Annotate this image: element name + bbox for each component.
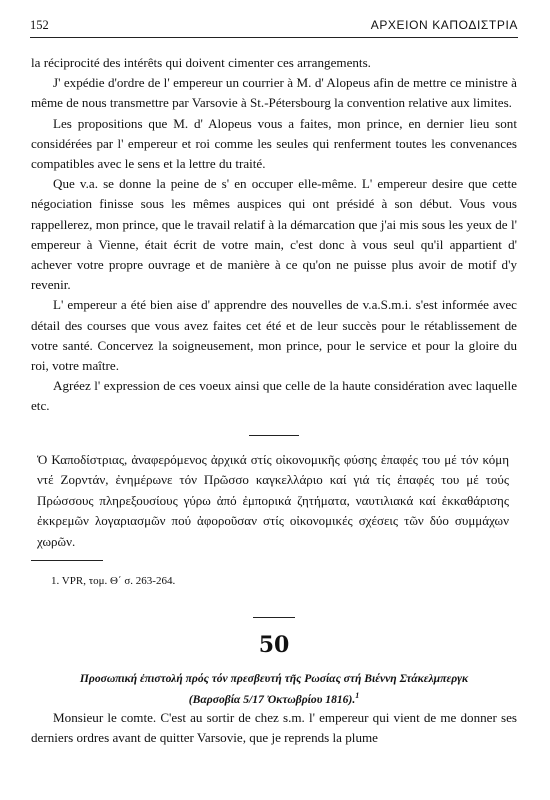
greek-summary	[37, 450, 509, 553]
paragraph: Que v.a. se donne la peine de s' en occuper elle-même. L' empereur desire que cette négociation finisse sous les mêmes auspices qui ont présidé à son début. Vous vous rappellerez, mon prince, que le travail relatif à la démarcation que j'ai mis sous les yeux de l' empereur à Vienne, était écrit de votre main, c'est donc à vous seul qu'il appartient d' achever votre propre ouvrage et de manière à ce qu'on ne puisse plus avoir de motif d'y revenir.	[31, 176, 517, 293]
page-number: 152	[30, 18, 49, 32]
running-title: ΑΡΧΕΙΟΝ ΚΑΠΟΔΙΣΤΡΙΑ	[370, 18, 518, 32]
footnote-mark: 1	[355, 691, 360, 701]
heading-line-1: Προσωπική ἐπιστολή πρός τόν πρεσβευτή τῆς Ρωσίας στή Βιέννη Στάκελμπεργκ	[79, 672, 469, 686]
document-divider	[253, 617, 295, 618]
header-rule	[30, 37, 518, 38]
paragraph: L' empereur a été bien aise d' apprendre des nouvelles de v.a.S.m.i. s'est informée avec détail des courses que vous avez faites cet été et de leur succès pour le rétablissement de votre santé. Concervez la soigneusement, mon prince, pour le service et pour la gloire du roi, votre maître.	[31, 297, 517, 374]
paragraph: Agréez l' expression de ces voeux ainsi que celle de la haute considération avec laquelle etc.	[31, 378, 517, 414]
paragraph: Les propositions que M. d' Alopeus vous a faites, mon prince, en dernier lieu sont considérées par l' empereur et roi comme les seules qui renferment toutes les convenances compatibles avec le sens et la lettre du traité.	[31, 115, 517, 172]
footnote: 1. VPR, τομ. Θ΄ σ. 263-264.	[51, 575, 176, 588]
main-text	[31, 53, 517, 748]
paragraph: la réciprocité des intérêts qui doivent cimenter ces arrangements.	[31, 55, 371, 70]
document-number: 50	[258, 632, 290, 659]
page-header	[30, 18, 518, 33]
greek-summary-text: Ὁ Καποδίστριας, ἀναφερόμενος ἀρχικά στίς οἰκονομικῆς φύσης ἐπαφές του μέ τόν κόμη ντέ Ζορντάν, ἐνημέρωνε τόν Πρῶσσο καγκελλάριο καί γιά τίς ἐπαφές του μέ τούς Πρώσσους πληρεξουσίους γύρω ἀπό ἐμπορικά ζητήματα, ναυτιλιακά καί ἐκκαθάρισης ἐκκρεμῶν λογαριασμῶν πού ἀφοροῦσαν στίς οἰκονομικές σχέσεις τῶν δύο συμμάχων χωρῶν.	[37, 451, 509, 549]
section-divider	[249, 435, 299, 436]
letter-opening: Monsieur le comte. C'est au sortir de chez s.m. l' empereur qui vient de me donner ses derniers ordres avant de quitter Varsovie, que je reprends la plume	[31, 710, 517, 746]
paragraph: J' expédie d'ordre de l' empereur un courrier à M. d' Alopeus afin de mettre ce ministre à même de nous transmettre par Varsovie à St.-Pétersbourg la convention relative aux limites.	[31, 75, 517, 111]
footnote-divider	[31, 560, 103, 561]
heading-line-2-text: (Βαρσοβία 5/17 Ὀκτωβρίου 1816).	[188, 693, 356, 707]
document-heading	[31, 670, 517, 708]
heading-line-2	[31, 687, 517, 708]
